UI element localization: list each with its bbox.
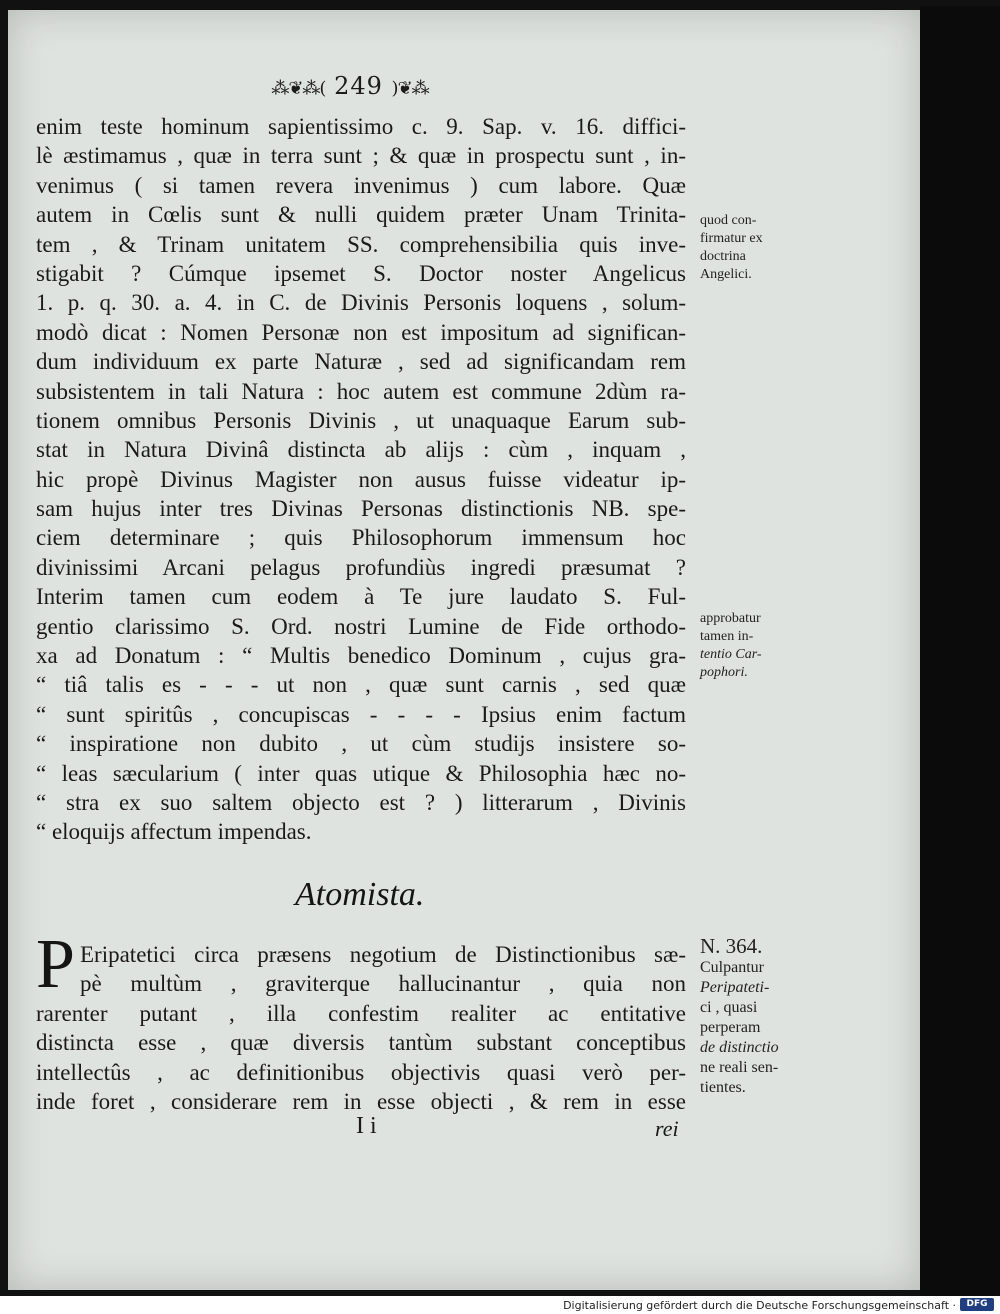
dfg-logo: DFG bbox=[960, 1298, 994, 1311]
note-line: perperam bbox=[700, 1019, 761, 1036]
text-line: enim teste hominum sapientissimo c. 9. Sap. v. 16. diffici- bbox=[36, 114, 686, 139]
text-line: rarenter putant , illa confestim realiter ac entitative bbox=[36, 1000, 686, 1026]
text-line: xa ad Donatum : “ Multis benedico Dominum , cujus gra- bbox=[36, 643, 686, 669]
note-line: Peripateti- bbox=[700, 979, 770, 996]
note-line: quod con- bbox=[700, 213, 757, 228]
text-line: “ tiâ talis es - - - ut non , quæ sunt carnis , sed quæ bbox=[36, 672, 686, 698]
text-line: Interim tamen cum eodem à Te jure laudato S. Ful- bbox=[36, 584, 686, 610]
note-line: tientes. bbox=[700, 1079, 746, 1096]
text-line: “ sunt spiritûs , concupiscas - - - - Ipsius enim factum bbox=[36, 701, 686, 727]
text-line: “ stra ex suo saltem objecto est ? ) litterarum , Divinis bbox=[36, 789, 686, 815]
note-line: Angelici. bbox=[700, 267, 752, 282]
text-line: “ leas sæcularium ( inter quas utique & Philosophia hæc no- bbox=[36, 760, 686, 786]
text-line: intellectûs , ac definitionibus objectivis quasi verò per- bbox=[36, 1059, 686, 1085]
page-number: 249 bbox=[334, 72, 383, 100]
text-line: lè æstimamus , quæ in terra sunt ; & quæ in prospectu sunt , in- bbox=[36, 143, 686, 169]
text-line: subsistentem in tali Natura : hoc autem est commune 2dùm ra- bbox=[36, 378, 686, 404]
text-line: inde foret , considerare rem in esse objecti , & rem in esse bbox=[36, 1088, 686, 1114]
marginal-note-3 bbox=[700, 934, 810, 1098]
marginal-note-1 bbox=[700, 212, 810, 284]
note-line: Culpantur bbox=[700, 959, 764, 976]
note-line: pophori. bbox=[700, 665, 748, 680]
text-line: Eripatetici circa præsens negotium de Distinctionibus sæ- bbox=[80, 942, 686, 967]
note-line: ci , quasi bbox=[700, 999, 758, 1016]
text-line: “ inspiratione non dubito , ut cùm studijs insistere so- bbox=[36, 731, 686, 757]
ornament-left: ⁂❦⁂( bbox=[271, 78, 326, 99]
note-line: de distinctio bbox=[700, 1039, 779, 1056]
text-line: stat in Natura Divinâ distincta ab alijs : cùm , inquam , bbox=[36, 437, 686, 463]
note-line: tamen in- bbox=[700, 629, 754, 644]
text-line: pè multùm , graviterque hallucinantur , quia non bbox=[80, 971, 686, 997]
marginal-note-2 bbox=[700, 610, 810, 682]
running-head bbox=[255, 72, 445, 100]
text-line: distincta esse , quæ diversis tantùm substant conceptibus bbox=[36, 1030, 686, 1056]
text-line: stigabit ? Cúmque ipsemet S. Doctor noster Angelicus bbox=[36, 260, 686, 286]
text-line: tionem omnibus Personis Divinis , ut unaquaque Earum sub- bbox=[36, 407, 686, 433]
text-line: dum individuum ex parte Naturæ , sed ad significandam rem bbox=[36, 349, 686, 375]
text-line: venimus ( si tamen revera invenimus ) cum labore. Quæ bbox=[36, 172, 686, 198]
ornament-right: )❦⁂ bbox=[391, 78, 429, 99]
text-line: autem in Cœlis sunt & nulli quidem præter Unam Trinita- bbox=[36, 202, 686, 228]
drop-capital: P bbox=[36, 926, 75, 1003]
text-line: tem , & Trinam unitatem SS. comprehensibilia quis inve- bbox=[36, 231, 686, 257]
scan-edge bbox=[920, 6, 1000, 1296]
text-line: divinissimi Arcani pelagus profundiùs ingredi præsumat ? bbox=[36, 554, 686, 580]
section-title: Atomista. bbox=[295, 876, 425, 913]
note-line: tentio Car- bbox=[700, 647, 762, 662]
text-line: “ eloquijs affectum impendas. bbox=[36, 819, 312, 845]
text-line: ciem determinare ; quis Philosophorum immensum hoc bbox=[36, 525, 686, 551]
funding-notice: Digitalisierung gefördert durch die Deutsche Forschungsgemeinschaft · bbox=[563, 1299, 956, 1312]
text-line: 1. p. q. 30. a. 4. in C. de Divinis Personis loquens , solum- bbox=[36, 290, 686, 316]
paragraph-1 bbox=[36, 112, 686, 847]
note-number: N. 364. bbox=[700, 934, 763, 958]
paragraph-2 bbox=[36, 940, 686, 1116]
catchword: rei bbox=[655, 1116, 679, 1141]
text-line: sam hujus inter tres Divinas Personas distinctionis NB. spe- bbox=[36, 496, 686, 522]
note-line: approbatur bbox=[700, 611, 761, 626]
signature-mark: I i bbox=[356, 1113, 377, 1139]
note-line: doctrina bbox=[700, 249, 746, 264]
text-line: hic propè Divinus Magister non ausus fuisse videatur ip- bbox=[36, 466, 686, 492]
note-line: ne reali sen- bbox=[700, 1059, 779, 1076]
text-line: modò dicat : Nomen Personæ non est impositum ad significan- bbox=[36, 319, 686, 345]
text-line: gentio clarissimo S. Ord. nostri Lumine de Fide orthodo- bbox=[36, 613, 686, 639]
note-line: firmatur ex bbox=[700, 231, 763, 246]
